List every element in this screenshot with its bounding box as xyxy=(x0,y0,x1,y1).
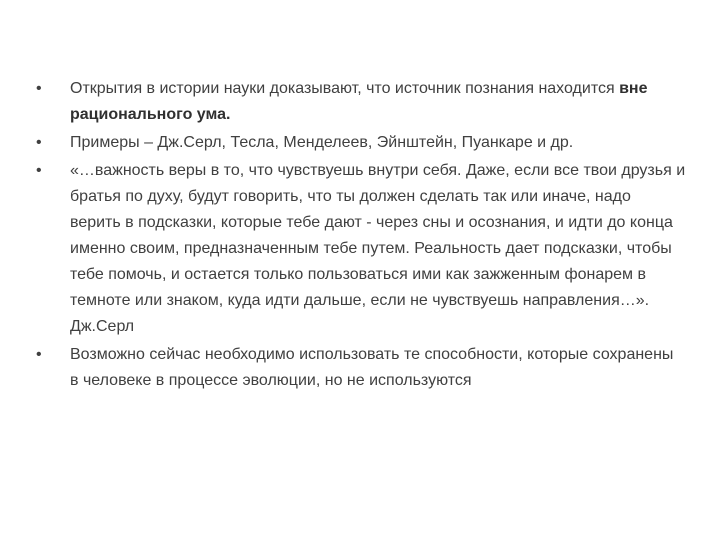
bullet-marker: • xyxy=(36,80,42,97)
bullet-marker: • xyxy=(36,346,42,363)
bullet-marker: • xyxy=(36,134,42,151)
bullet-list xyxy=(36,76,686,394)
bullet-item-quote xyxy=(36,158,686,340)
bullet-bold-text: вне рационального ума. xyxy=(70,80,648,123)
bullet-item-examples xyxy=(36,130,686,156)
bullet-text: Возможно сейчас необходимо использовать те способности, которые сохранены в человеке в процессе эволюции, но не используются xyxy=(70,346,674,389)
bullet-text: «…важность веры в то, что чувствуешь внутри себя. Даже, если все твои друзья и братья по духу, будут говорить, что ты должен сделать так или иначе, надо верить в подсказки, которые тебе дают - через сны и осознания, и идти до конца именно своим, предназначенным тебе путем. Реальность дает подсказки, чтобы тебе помочь, и остается только пользоваться ими как зажженным фонарем в темноте или знаком, куда идти дальше, если не чувствуешь направления…». Дж.Серл xyxy=(70,162,686,335)
bullet-item-discoveries xyxy=(36,76,686,128)
bullet-item-abilities xyxy=(36,342,686,394)
bullet-text: Открытия в истории науки доказывают, что источник познания находится xyxy=(70,80,620,97)
bullet-text: Примеры – Дж.Серл, Тесла, Менделеев, Эйнштейн, Пуанкаре и др. xyxy=(70,134,574,151)
bullet-marker: • xyxy=(36,162,42,179)
